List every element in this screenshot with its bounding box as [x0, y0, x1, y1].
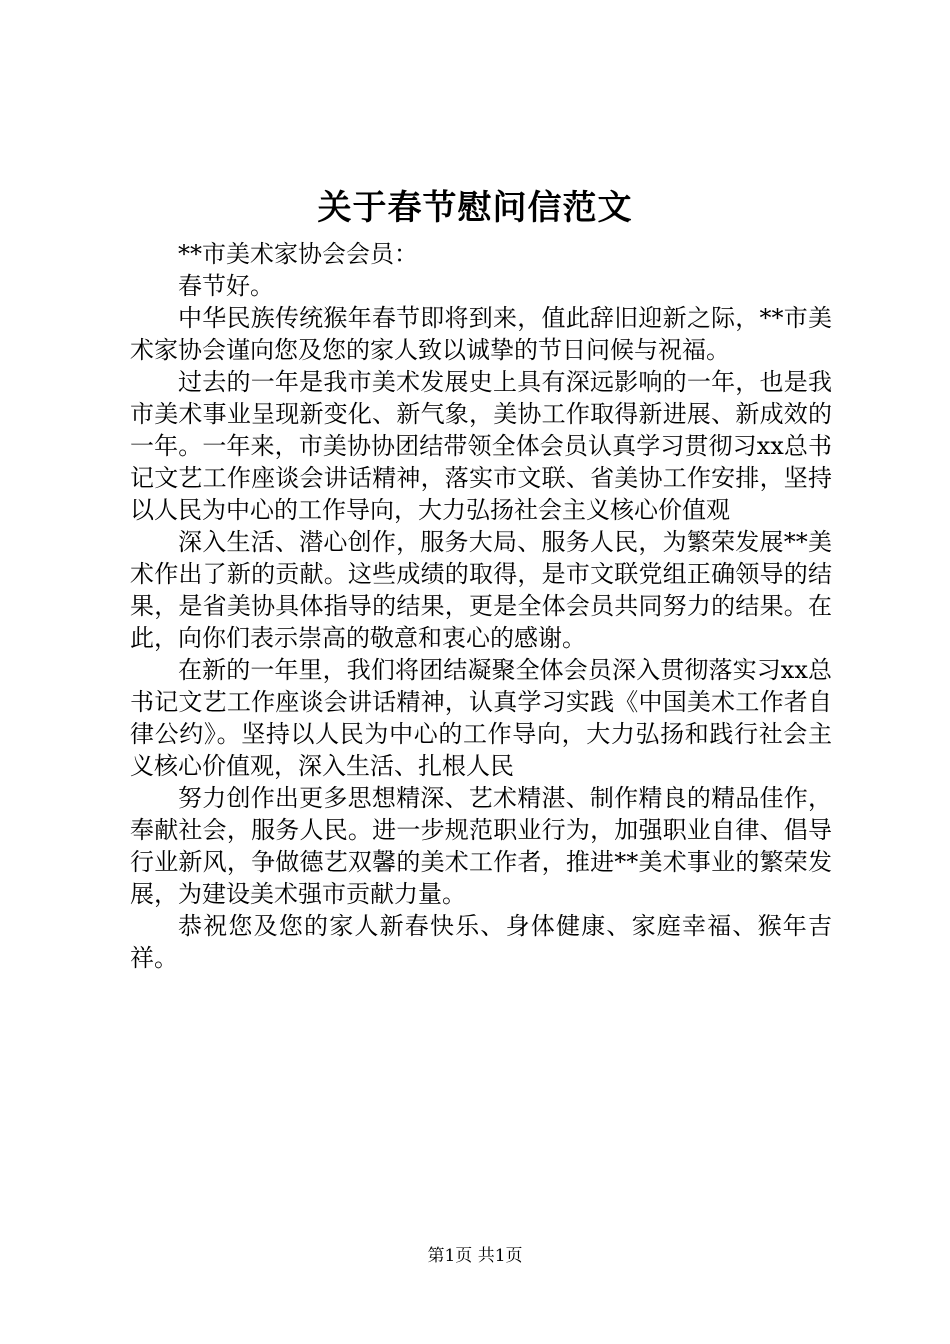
- paragraph: 过去的一年是我市美术发展史上具有深远影响的一年，也是我市美术事业呈现新变化、新气象，美协工作取得新进展、新成效的一年。一年来，市美协协团结带领全体会员认真学习贯彻习xx总书记文艺工作座谈会讲话精神，落实市文联、省美协工作安排，坚持以人民为中心的工作导向，大力弘扬社会主义核心价值观: [130, 368, 832, 524]
- salutation: **市美术家协会会员：: [178, 240, 418, 268]
- paragraph: 深入生活、潜心创作，服务大局、服务人民，为繁荣发展**美术作出了新的贡献。这些成绩的取得，是市文联党组正确领导的结果，是省美协具体指导的结果，更是全体会员共同努力的结果。在此，向你们表示崇高的敬意和衷心的感谢。: [130, 528, 832, 652]
- paragraph: 中华民族传统猴年春节即将到来，值此辞旧迎新之际，**市美术家协会谨向您及您的家人致以诚挚的节日问候与祝福。: [130, 304, 832, 364]
- letter-body: [130, 238, 832, 974]
- closing-paragraph: 恭祝您及您的家人新春快乐、身体健康、家庭幸福、猴年吉祥。: [130, 912, 832, 972]
- greeting: 春节好。: [178, 272, 274, 300]
- document-title: 关于春节慰问信范文: [317, 188, 633, 228]
- page-number-footer: 第1页 共1页: [427, 1246, 523, 1266]
- paragraph: 努力创作出更多思想精深、艺术精湛、制作精良的精品佳作，奉献社会，服务人民。进一步规范职业行为，加强职业自律、倡导行业新风，争做德艺双馨的美术工作者，推进**美术事业的繁荣发展，为建设美术强市贡献力量。: [130, 784, 832, 908]
- paragraph: 在新的一年里，我们将团结凝聚全体会员深入贯彻落实习xx总书记文艺工作座谈会讲话精神，认真学习实践《中国美术工作者自律公约》。坚持以人民为中心的工作导向，大力弘扬和践行社会主义核心价值观，深入生活、扎根人民: [130, 656, 832, 780]
